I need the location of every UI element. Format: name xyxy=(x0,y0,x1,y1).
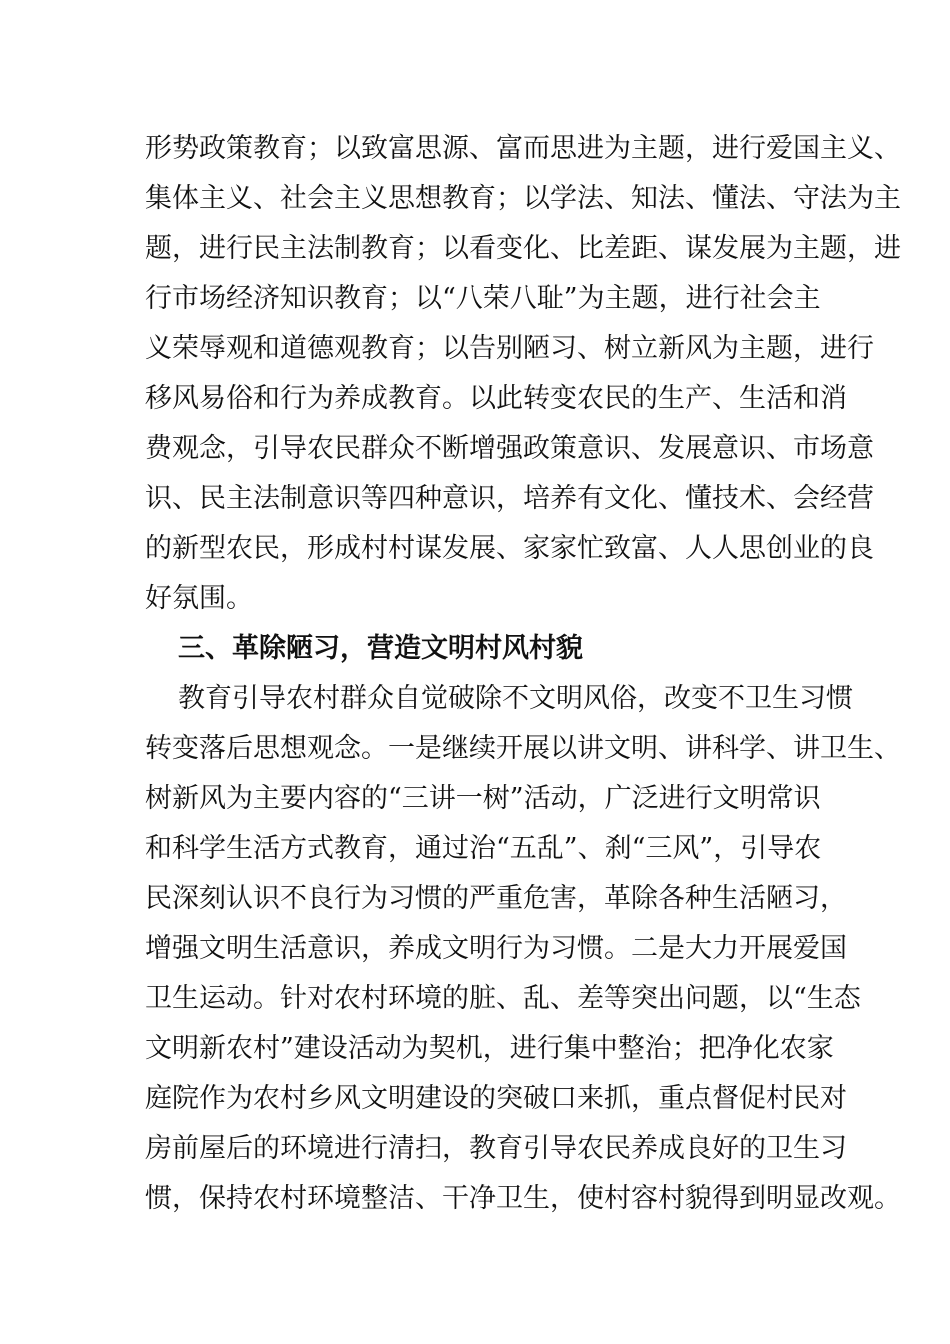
paragraph-line: 民深刻认识不良行为习惯的严重危害，革除各种生活陋习， xyxy=(145,883,847,914)
paragraph-line: 卫生运动。针对农村环境的脏、乱、差等突出问题，以“生态 xyxy=(145,983,861,1014)
paragraph-line: 费观念，引导农民群众不断增强政策意识、发展意识、市场意 xyxy=(145,433,874,464)
paragraph-line: 惯，保持农村环境整洁、干净卫生，使村容村貌得到明显改观。 xyxy=(145,1183,901,1214)
paragraph-line: 义荣辱观和道德观教育；以告别陋习、树立新风为主题，进行 xyxy=(145,333,874,364)
paragraph-line: 文明新农村”建设活动为契机，进行集中整治；把净化农家 xyxy=(145,1033,834,1064)
paragraph-line: 的新型农民，形成村村谋发展、家家忙致富、人人思创业的良 xyxy=(145,533,874,564)
paragraph-line: 集体主义、社会主义思想教育；以学法、知法、懂法、守法为主 xyxy=(145,183,901,214)
paragraph-line: 教育引导农村群众自觉破除不文明风俗，改变不卫生习惯 xyxy=(178,683,853,714)
paragraph-line: 形势政策教育；以致富思源、富而思进为主题，进行爱国主义、 xyxy=(145,133,901,164)
paragraph-line: 好氛围。 xyxy=(145,583,253,614)
paragraph-line: 题，进行民主法制教育；以看变化、比差距、谋发展为主题，进 xyxy=(145,233,901,264)
paragraph-line: 庭院作为农村乡风文明建设的突破口来抓，重点督促村民对 xyxy=(145,1083,847,1114)
paragraph-line: 转变落后思想观念。一是继续开展以讲文明、讲科学、讲卫生、 xyxy=(145,733,901,764)
paragraph-line: 增强文明生活意识，养成文明行为习惯。二是大力开展爱国 xyxy=(145,933,847,964)
section-heading: 三、革除陋习，营造文明村风村貌 xyxy=(178,633,583,664)
paragraph-line: 房前屋后的环境进行清扫，教育引导农民养成良好的卫生习 xyxy=(145,1133,847,1164)
paragraph-line: 和科学生活方式教育，通过治“五乱”、刹“三风”，引导农 xyxy=(145,833,822,864)
paragraph-line: 行市场经济知识教育；以“八荣八耻”为主题，进行社会主 xyxy=(145,283,821,314)
paragraph-line: 识、民主法制意识等四种意识，培养有文化、懂技术、会经营 xyxy=(145,483,874,514)
paragraph-line: 树新风为主要内容的“三讲一树”活动，广泛进行文明常识 xyxy=(145,783,821,814)
paragraph-line: 移风易俗和行为养成教育。以此转变农民的生产、生活和消 xyxy=(145,383,847,414)
